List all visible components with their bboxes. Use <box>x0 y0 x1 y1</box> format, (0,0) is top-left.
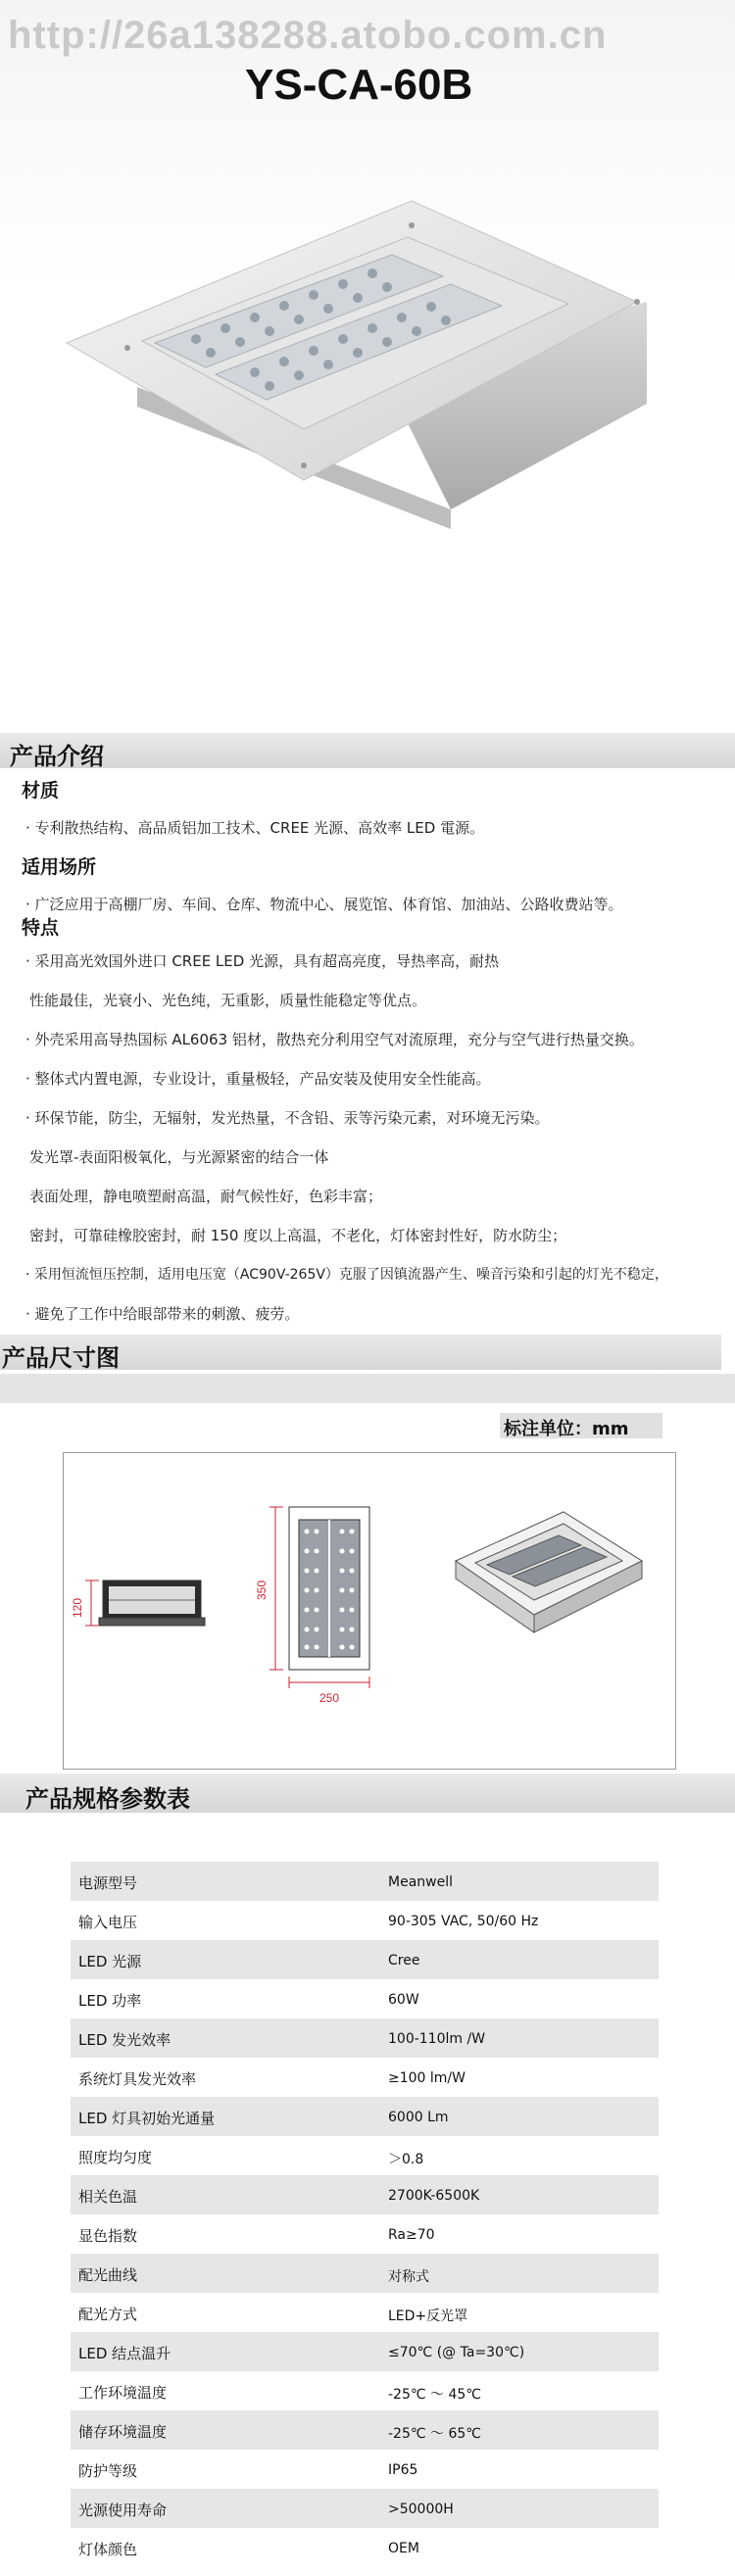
features-title: 特点 <box>22 917 60 939</box>
material-text: · 专利散热结构、高品质铝加工技术、CREE 光源、高效率 LED 電源。 <box>25 819 485 837</box>
spec-value: 对称式 <box>388 2269 429 2285</box>
spec-value: 100-110lm /W <box>388 2031 486 2047</box>
spec-key: LED 光源 <box>78 1953 142 1970</box>
spec-row <box>71 2371 659 2410</box>
spec-key: LED 功率 <box>78 1992 142 2010</box>
spec-row <box>71 1979 659 2018</box>
spec-row <box>71 2136 659 2175</box>
spec-row <box>71 2058 659 2097</box>
spec-key: 系统灯具发光效率 <box>78 2070 197 2088</box>
spec-value: Cree <box>388 1953 420 1968</box>
spec-value: IP65 <box>388 2462 418 2478</box>
dimensions-title: 产品尺寸图 <box>2 1344 120 1372</box>
feature-text: 密封，可靠硅橡胶密封，耐 150 度以上高温，不老化，灯体密封性好，防水防尘； <box>29 1227 567 1244</box>
feature-line: · 采用高光效国外进口 CREE LED 光源，具有超高亮度，导热率高，耐热 <box>25 952 500 970</box>
perspective-view <box>456 1512 642 1632</box>
unit-label: 标注单位：mm <box>504 1419 629 1439</box>
feature-text: 发光罩-表面阳极氧化，与光源紧密的结合一体 <box>29 1148 329 1166</box>
application-text: · 广泛应用于高棚厂房、车间、仓库、物流中心、展览馆、体育馆、加油站、公路收费站等。 <box>25 896 623 913</box>
spec-row <box>71 2410 659 2450</box>
dimensions-subbar <box>0 1374 735 1403</box>
spec-value: 60W <box>388 1992 419 2008</box>
dimension-drawing-svg <box>64 1453 675 1769</box>
side-height-dim <box>85 1580 99 1626</box>
feature-text: 外壳采用高导热国标 AL6063 铝材，散热充分利用空气对流原理，充分与空气进行热量交换。 <box>34 1031 644 1048</box>
spec-row <box>71 2097 659 2136</box>
spec-key: 储存环境温度 <box>78 2423 168 2441</box>
feature-text: 采用高光效国外进口 CREE LED 光源，具有超高亮度，导热率高，耐热 <box>34 952 500 970</box>
spec-key: 输入电压 <box>78 1914 138 1931</box>
spec-value: OEM <box>388 2541 419 2556</box>
spec-key: 配光曲线 <box>78 2266 138 2284</box>
feature-line <box>29 1186 382 1206</box>
spec-value: Ra≥70 <box>388 2227 435 2243</box>
length-label: 350 <box>255 1580 269 1601</box>
spec-table <box>71 1862 659 2567</box>
intro-title: 产品介绍 <box>10 743 104 770</box>
spec-value: LED+反光罩 <box>388 2309 468 2324</box>
width-label: 250 <box>318 1691 340 1705</box>
spec-key: 光源使用寿命 <box>78 2502 168 2519</box>
spec-value: ≤70℃ (@ Ta=30℃) <box>388 2345 525 2360</box>
spec-key: LED 结点温升 <box>78 2345 172 2362</box>
material-text-body: 专利散热结构、高品质铝加工技术、CREE 光源、高效率 LED 電源。 <box>34 819 485 837</box>
feature-line: · 采用恒流恒压控制，适用电压宽（AC90V-265V）克服了因镇流器产生、噪音污染和引起的灯光不稳定， <box>25 1267 668 1283</box>
side-view <box>99 1580 205 1626</box>
application-text-body: 广泛应用于高棚厂房、车间、仓库、物流中心、展览馆、体育馆、加油站、公路收费站等。 <box>34 896 623 913</box>
spec-key: 电源型号 <box>78 1874 138 1892</box>
dimensions-bar <box>0 1335 721 1370</box>
feature-line <box>29 1225 566 1245</box>
product-header <box>0 0 735 715</box>
top-width-dim <box>289 1677 369 1688</box>
spec-value: 6000 Lm <box>388 2110 449 2125</box>
spec-key: 配光方式 <box>78 2306 138 2323</box>
specs-bar <box>0 1774 735 1813</box>
spec-row <box>71 1901 659 1940</box>
dimension-drawing <box>63 1452 676 1770</box>
spec-value: 90-305 VAC, 50/60 Hz <box>388 1914 539 1929</box>
intro-bar <box>0 733 735 768</box>
feature-text: 避免了工作中给眼部带来的刺激、疲劳。 <box>34 1305 300 1323</box>
spec-key: 防护等级 <box>78 2462 138 2480</box>
material-title: 材质 <box>22 780 60 802</box>
spec-value: Meanwell <box>388 1874 453 1890</box>
spec-value: ＞0.8 <box>388 2152 424 2167</box>
feature-line: · 避免了工作中给眼部带来的刺激、疲劳。 <box>25 1305 300 1323</box>
feature-line <box>29 990 426 1010</box>
watermark-url: http://26a138288.atobo.com.cn <box>8 14 608 57</box>
feature-text: 环保节能，防尘，无辐射，发光热量，不含铅、汞等污染元素，对环境无污染。 <box>34 1109 550 1127</box>
feature-line: · 整体式内置电源，专业设计，重量极轻，产品安装及使用安全性能高。 <box>25 1070 491 1088</box>
feature-line: · 环保节能，防尘，无辐射，发光热量，不含铅、汞等污染元素，对环境无污染。 <box>25 1109 550 1127</box>
feature-text: 性能最佳，光衰小、光色纯，无重影，质量性能稳定等优点。 <box>29 992 427 1009</box>
spec-row <box>71 2293 659 2332</box>
spec-value: -25℃ ～ 45℃ <box>388 2387 482 2403</box>
spec-value: -25℃ ～ 65℃ <box>388 2426 482 2442</box>
application-title: 适用场所 <box>22 856 97 878</box>
spec-key: 灯体颜色 <box>78 2541 138 2558</box>
spec-key: 显色指数 <box>78 2227 138 2245</box>
spec-key: 照度均匀度 <box>78 2149 153 2166</box>
spec-value: >50000H <box>388 2502 454 2517</box>
specs-title: 产品规格参数表 <box>25 1785 190 1813</box>
spec-value: 2700K-6500K <box>388 2188 480 2204</box>
spec-row <box>71 2018 659 2058</box>
spec-row <box>71 2175 659 2214</box>
top-view <box>289 1507 369 1670</box>
spec-row <box>71 2254 659 2293</box>
feature-line <box>29 1146 328 1167</box>
spec-row <box>71 1940 659 1979</box>
spec-row <box>71 2489 659 2528</box>
spec-key: LED 发光效率 <box>78 2031 172 2049</box>
feature-text: 整体式内置电源，专业设计，重量极轻，产品安装及使用安全性能高。 <box>34 1070 491 1088</box>
spec-key: 工作环境温度 <box>78 2384 168 2402</box>
product-photo <box>59 186 686 617</box>
feature-text: 采用恒流恒压控制，适用电压宽（AC90V-265V）克服了因镇流器产生、噪音污染和引起的灯光不稳定， <box>33 1267 668 1283</box>
spec-row <box>71 2332 659 2371</box>
spec-row <box>71 2450 659 2489</box>
top-length-dim <box>270 1507 283 1670</box>
spec-row <box>71 1862 659 1901</box>
feature-line: · 外壳采用高导热国标 AL6063 铝材，散热充分利用空气对流原理，充分与空气进行热量交换。 <box>25 1031 644 1048</box>
feature-text: 表面处理，静电喷塑耐高温，耐气候性好，色彩丰富； <box>29 1188 383 1205</box>
spec-key: LED 灯具初始光通量 <box>78 2110 216 2127</box>
spec-key: 相关色温 <box>78 2188 138 2206</box>
spec-row <box>71 2528 659 2567</box>
spec-row <box>71 2214 659 2254</box>
spec-value: ≥100 lm/W <box>388 2070 466 2086</box>
height-label: 120 <box>71 1597 84 1619</box>
model-title: YS-CA-60B <box>245 61 473 109</box>
